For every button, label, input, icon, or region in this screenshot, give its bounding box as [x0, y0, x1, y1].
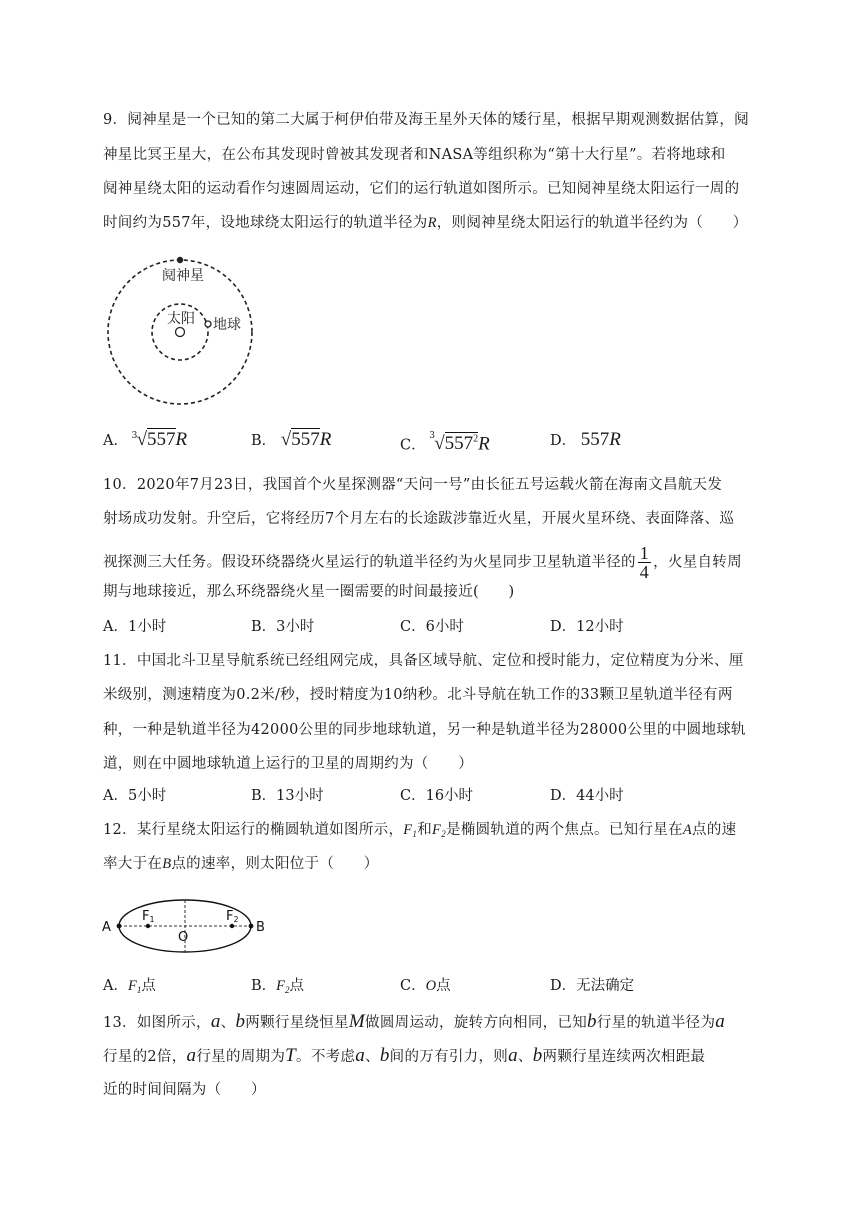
radicand: 557: [147, 429, 176, 450]
planet-b-symbol: b: [235, 1011, 246, 1032]
q10-option-d[interactable]: D．12小时: [550, 619, 624, 635]
q9-option-d-label: D．: [550, 433, 577, 449]
q12-text-e: 点的速率，则太阳位于（ ）: [171, 856, 379, 872]
radius-var: R: [478, 433, 490, 455]
q9-line-4-text-a: 时间约为557年，设地球绕太阳运行的轨道半径为: [103, 215, 428, 231]
label-sun: 太阳: [167, 311, 195, 327]
planet-b-symbol: b: [379, 1045, 390, 1066]
label-earth: 地球: [213, 317, 241, 333]
label-a: A: [102, 920, 111, 935]
q11-line-1: 11．中国北斗卫星导航系统已经组网完成，具备区域导航、定位和授时能力，定位精度为分米、厘: [103, 653, 744, 669]
q9-option-b-label: B．: [251, 433, 277, 449]
q13-text: 行星的轨道半径为: [596, 1015, 716, 1031]
q9-orbit-figure: [100, 252, 260, 412]
q10-option-a[interactable]: A．1小时: [103, 619, 167, 635]
point-a-dot: [117, 924, 122, 929]
cube-root-index: 3: [131, 431, 138, 441]
q9-option-c-expr: 3 $√557^2R$: [430, 430, 490, 455]
label-f1: F1: [142, 909, 155, 924]
cube-root-index: 3: [429, 431, 435, 441]
radicand-base: 557: [444, 433, 474, 455]
option-label: C．: [400, 978, 426, 994]
q12-text-d: 率大于在: [103, 856, 163, 872]
q9-line-2: 神星比冥王星大，在公布其发现时曾被其发现者和NASA等组织称为“第十大行星”。若将地球和: [103, 147, 726, 163]
q13-text: 13．如图所示，: [103, 1015, 211, 1031]
earth-circle: [205, 321, 211, 327]
star-m-symbol: M: [348, 1011, 366, 1032]
option-label: A．: [103, 978, 128, 994]
radius-var: R: [319, 429, 332, 450]
radicand-exponent: 2: [473, 434, 479, 445]
q9-line-4-text-b: ，则阋神星绕太阳运行的轨道半径约为（ ）: [436, 215, 748, 231]
q11-line-3: 种，一种是轨道半径为42000公里的同步地球轨道，另一种是轨道半径为28000公里的中圆地球轨: [103, 722, 746, 738]
focus-subscript: 1: [412, 829, 418, 839]
q11-line-4: 道，则在中圆地球轨道上运行的卫星的周期约为（ ）: [103, 756, 473, 772]
planet-a-symbol: a: [715, 1011, 726, 1032]
planet-b-symbol: b: [532, 1045, 543, 1066]
q10-option-b[interactable]: B．3小时: [251, 619, 315, 635]
q11-option-a[interactable]: A．5小时: [103, 788, 167, 804]
focus-f1: [403, 822, 417, 838]
center-letter: O: [425, 978, 437, 994]
q9-line-1: 9．阋神星是一个已知的第二大属于柯伊伯带及海王星外天体的矮行星，根据早期观测数据估算，阋: [103, 112, 749, 128]
q9-option-d[interactable]: [550, 430, 621, 451]
q12-option-a[interactable]: [103, 976, 156, 1000]
q9-option-a[interactable]: [103, 430, 187, 451]
q13-line-2: [103, 1046, 705, 1067]
option-tail: 点: [289, 978, 305, 994]
q12-ellipse-figure: [100, 893, 290, 963]
radius-var: R: [609, 429, 621, 450]
focus-letter: F: [276, 978, 286, 994]
q9-option-c-label: C．: [400, 437, 426, 454]
planet-b-symbol: b: [587, 1011, 597, 1032]
q13-text: 两颗行星连续两次相距最: [542, 1049, 706, 1065]
q13-text: 做圆周运动，旋转方向相同，已知: [365, 1015, 588, 1031]
q12-option-c[interactable]: [400, 976, 451, 996]
q11-option-d[interactable]: D．44小时: [550, 788, 624, 804]
q10-line-3-text-b: ，火星自转周: [653, 554, 742, 571]
focus-subscript: 2: [441, 829, 447, 839]
q11-option-b[interactable]: B．13小时: [251, 788, 324, 804]
q13-text: 行星的周期为: [196, 1049, 286, 1065]
planet-a-symbol: a: [210, 1011, 221, 1032]
q12-option-d[interactable]: D．无法确定: [550, 978, 635, 994]
focus-subscript: 1: [136, 985, 142, 995]
label-eris: 阋神星: [162, 268, 204, 284]
label-b: B: [256, 920, 265, 935]
q10-line-1: 10．2020年7月23日，我国首个火星探测器“天问一号”由长征五号运载火箭在海南文昌航天发: [103, 477, 723, 493]
focus-f2: [432, 822, 446, 838]
radius-var: R: [175, 429, 188, 450]
q13-text: 行星的2倍，: [103, 1049, 187, 1065]
q9-line-4: [103, 213, 748, 233]
separator: 、: [517, 1049, 533, 1065]
q10-line-2: 射场成功发射。升空后，它将经历7个月左右的长途跋涉靠近火星，开展火星环绕、表面降落、巡: [103, 511, 735, 527]
option-tail: 点: [141, 978, 156, 994]
q10-line-4: 期与地球接近，那么环绕器绕火星一圈需要的时间最接近( ): [103, 584, 515, 600]
eris-dot: [177, 257, 183, 263]
option-label: B．: [251, 978, 277, 994]
q9-option-a-label: A．: [103, 433, 128, 449]
q12-and: 和: [417, 822, 433, 838]
q12-line-2: [103, 854, 379, 874]
point-a: A: [682, 822, 693, 838]
point-b-dot: [249, 924, 254, 929]
focus-f1-dot: [146, 924, 150, 928]
q9-option-b[interactable]: [251, 430, 331, 451]
q12-text-a: 12．某行星绕太阳运行的椭圆轨道如图所示，: [103, 822, 404, 838]
fraction-denominator: 4: [639, 562, 650, 582]
planet-a-symbol: a: [508, 1045, 518, 1066]
focus-f2-dot: [230, 924, 234, 928]
q10-option-c[interactable]: C．6小时: [400, 619, 464, 635]
planet-a-symbol: a: [186, 1045, 197, 1066]
q12-option-b[interactable]: [251, 976, 304, 1000]
q13-text: 。不考虑: [296, 1049, 356, 1065]
sun-circle: [176, 328, 185, 337]
label-f2: F2: [226, 909, 239, 924]
q9-line-3: 阋神星绕太阳的运动看作匀速圆周运动，它们的运行轨道如图所示。已知阋神星绕太阳运行一周的: [103, 181, 740, 197]
q10-line-3-text-a: 视探测三大任务。假设环绕器绕火星运行的轨道半径约为火星同步卫星轨道半径的: [103, 554, 636, 571]
q9-option-a-expr: 3 √557R: [133, 430, 188, 451]
period-t-symbol: T: [285, 1045, 297, 1066]
q12-line-1: [103, 820, 736, 844]
q13-text: 两颗行星绕恒星: [245, 1015, 349, 1031]
q9-radius-symbol: R: [427, 215, 437, 231]
label-o: O: [178, 930, 189, 945]
separator: 、: [220, 1015, 236, 1031]
option-tail: 点: [436, 978, 451, 994]
q12-text-b: 是椭圆轨道的两个焦点。已知行星在: [446, 822, 683, 838]
q11-option-c[interactable]: C．16小时: [400, 788, 474, 804]
q9-option-b-expr: √557R: [280, 429, 332, 450]
q10-line-3: [103, 544, 742, 581]
point-b: B: [162, 856, 172, 872]
planet-a-symbol: a: [355, 1045, 366, 1066]
focus-subscript: 2: [285, 985, 290, 995]
q13-text: 间的万有引力，则: [389, 1049, 509, 1065]
q9-option-c[interactable]: [400, 430, 490, 455]
focus-letter: F: [127, 978, 137, 994]
separator: 、: [365, 1049, 380, 1065]
q9-option-d-value: 557: [580, 429, 610, 450]
focus-letter: F: [403, 822, 413, 838]
q13-line-1: [103, 1012, 725, 1033]
focus-letter: F: [432, 822, 442, 838]
q12-text-c: 点的速: [692, 822, 737, 838]
q11-line-2: 米级别，测速精度为0.2米/秒，授时精度为10纳秒。北斗导航在轨工作的33颗卫星轨道半径有两: [103, 687, 733, 703]
fraction-numerator: 1: [639, 543, 650, 563]
radicand: [445, 432, 479, 454]
radicand: 557: [291, 429, 320, 450]
one-quarter-fraction: [638, 544, 651, 581]
q13-line-3: 近的时间间隔为（ ）: [103, 1082, 266, 1098]
